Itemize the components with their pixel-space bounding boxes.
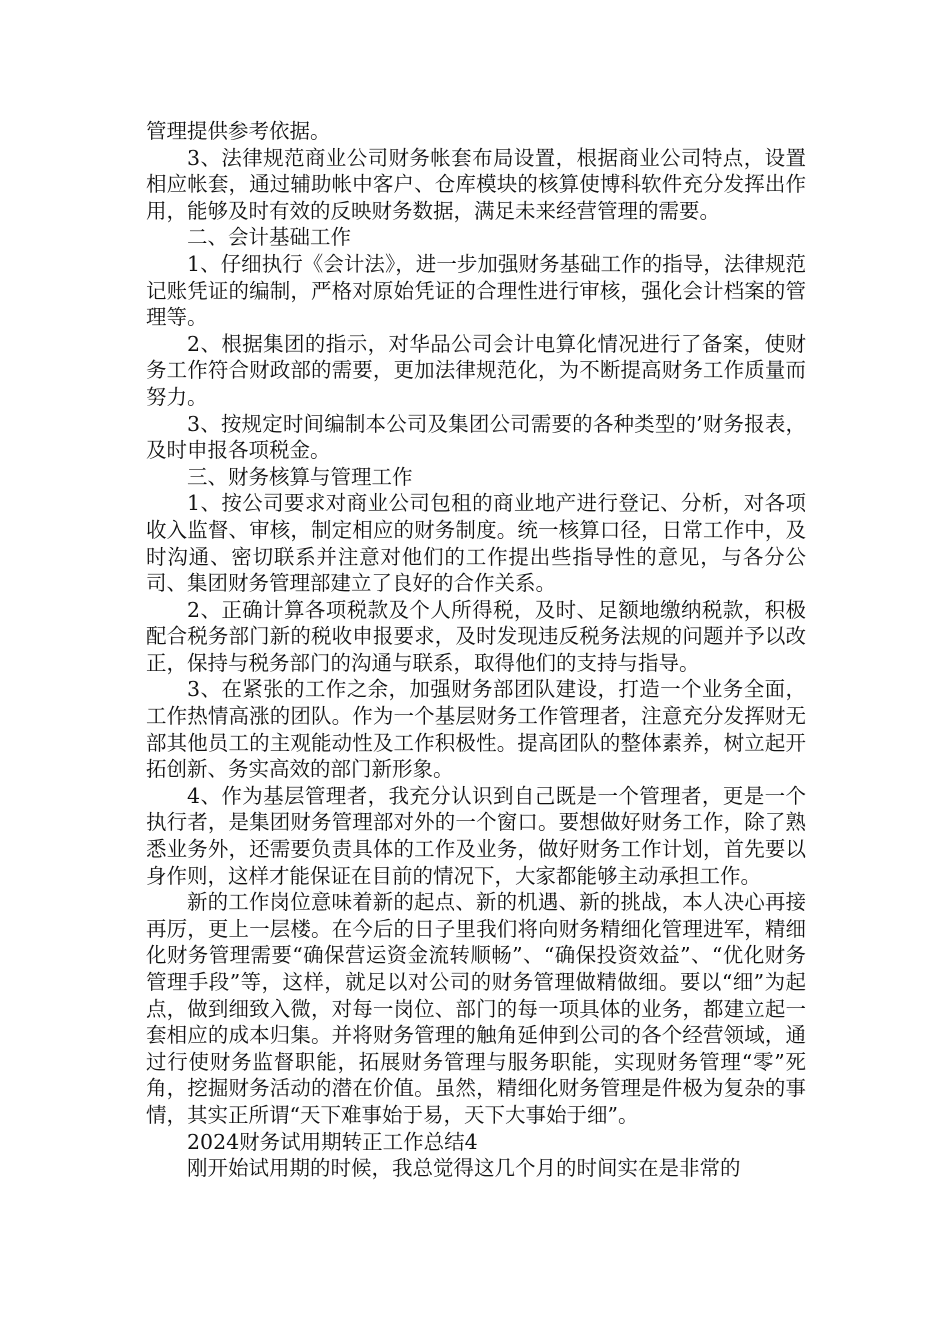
paragraph: 3、在紧张的工作之余，加强财务部团队建设，打造一个业务全面，工作热情高涨的团队。作为一个基层财务工作管理者，注意充分发挥财无部其他员工的主观能动性及工作积极性。提高团队的整体素养，树立起开拓创新、务实高效的部门新形象。 xyxy=(146,677,806,782)
paragraph: 4、作为基层管理者，我充分认识到自己既是一个管理者，更是一个执行者，是集团财务管理部对外的一个窗口。要想做好财务工作，除了熟悉业务外，还需要负责具体的工作及业务，做好财务工作计划，首先要以身作则，这样才能保证在目前的情况下，大家都能够主动承担工作。 xyxy=(146,783,806,888)
paragraph: 3、法律规范商业公司财务帐套布局设置，根据商业公司特点，设置相应帐套，通过辅助帐中客户、仓库模块的核算使博科软件充分发挥出作用，能够及时有效的反映财务数据，满足未来经营管理的需要。 xyxy=(146,145,806,223)
paragraph: 2、根据集团的指示，对华品公司会计电算化情况进行了备案，使财务工作符合财政部的需要，更加法律规范化，为不断提高财务工作质量而努力。 xyxy=(146,331,806,409)
paragraph: 新的工作岗位意味着新的起点、新的机遇、新的挑战，本人决心再接再厉，更上一层楼。在今后的日子里我们将向财务精细化管理进军，精细化财务管理需要“确保营运资金流转顺畅”、“确保投资效益”、“优化财务管理手段”等，这样，就足以对公司的财务管理做精做细。要以“细”为起点，做到细致入微，对每一岗位、部门的每一项具体的业务，都建立起一套相应的成本归集。并将财务管理的触角延伸到公司的各个经营领域，通过行使财务监督职能，拓展财务管理与服务职能，实现财务管理“零”死角，挖掘财务活动的潜在价值。虽然，精细化财务管理是件极为复杂的事情，其实正所谓“天下难事始于易，天下大事始于细”。 xyxy=(146,890,806,1127)
paragraph: 刚开始试用期的时候，我总觉得这几个月的时间实在是非常的 xyxy=(187,1156,741,1181)
section-heading: 二、会计基础工作 xyxy=(187,225,351,250)
section-heading: 三、财务核算与管理工作 xyxy=(187,464,413,489)
paragraph: 1、按公司要求对商业公司包租的商业地产进行登记、分析，对各项收入监督、审核，制定相应的财务制度。统一核算口径，日常工作中，及时沟通、密切联系并注意对他们的工作提出些指导性的意见，与各分公司、集团财务管理部建立了良好的合作关系。 xyxy=(146,491,806,596)
paragraph: 1、仔细执行《会计法》，进一步加强财务基础工作的指导，法律规范记账凭证的编制，严格对原始凭证的合理性进行审核，强化会计档案的管理等。 xyxy=(146,251,806,330)
document-title: 2024财务试用期转正工作总结4 xyxy=(187,1129,478,1154)
paragraph: 3、按规定时间编制本公司及集团公司需要的各种类型的’财务报表，及时申报各项税金。 xyxy=(146,411,806,463)
paragraph: 2、正确计算各项税款及个人所得税，及时、足额地缴纳税款，积极配合税务部门新的税收申报要求，及时发现违反税务法规的问题并予以改正，保持与税务部门的沟通与联系，取得他们的支持与指导。 xyxy=(146,597,806,675)
document-body xyxy=(146,118,806,1182)
paragraph: 管理提供参考依据。 xyxy=(146,119,331,143)
